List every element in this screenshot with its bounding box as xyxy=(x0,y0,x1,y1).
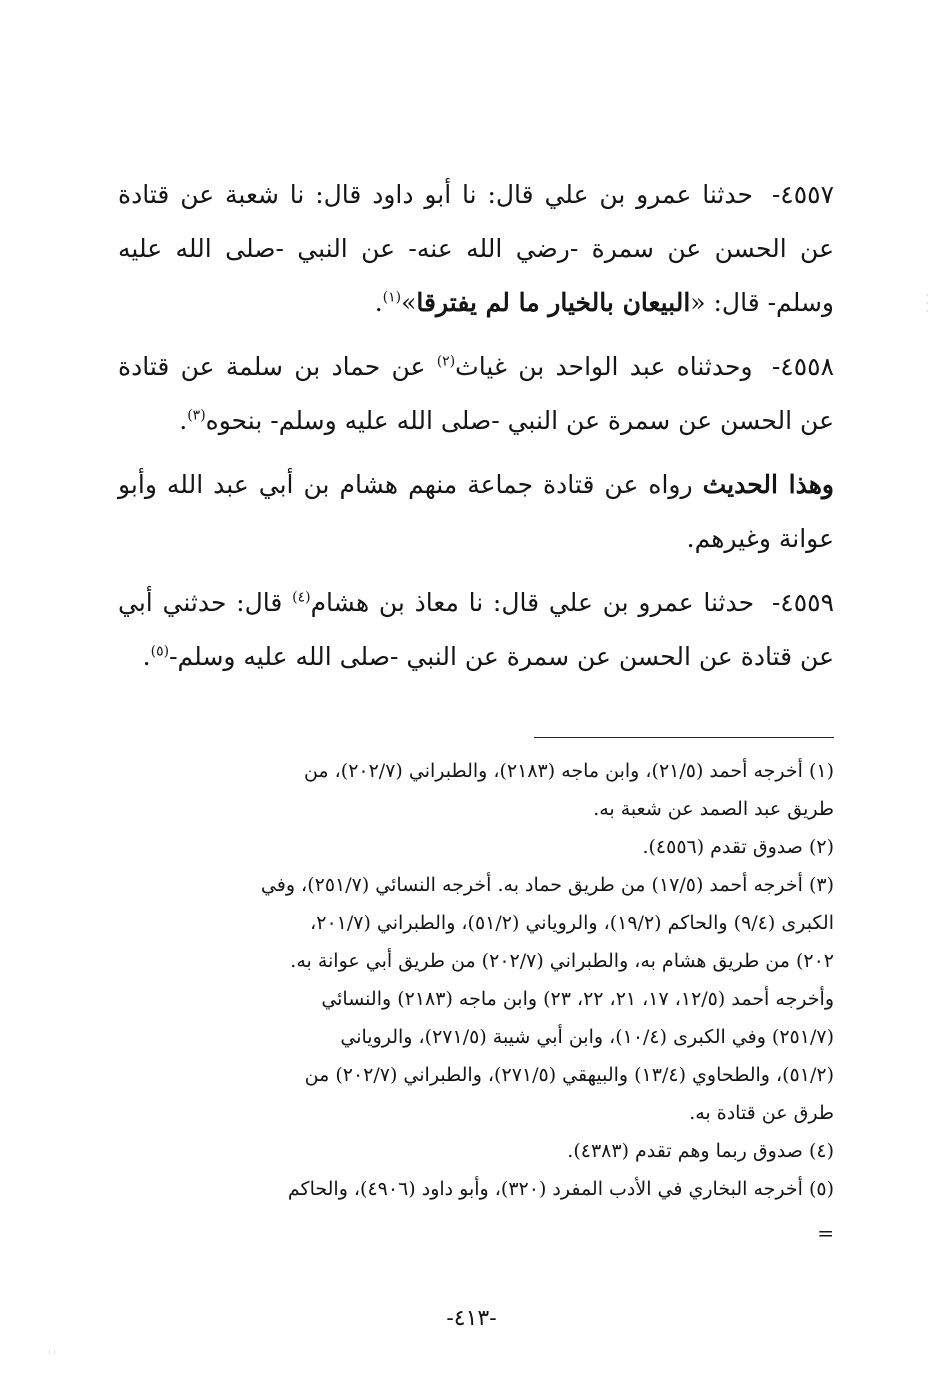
footnote-label: (٥) xyxy=(808,1178,834,1200)
footnote-ref[interactable]: (٣) xyxy=(187,407,206,424)
footnotes xyxy=(118,752,834,1252)
footnote-1 xyxy=(118,752,834,828)
footnote-line: طريق عبد الصمد عن شعبة به. xyxy=(593,798,834,820)
footnote-3 xyxy=(118,866,834,1132)
footnote-label: (١) xyxy=(808,760,834,782)
footnote-ref[interactable]: (١) xyxy=(382,289,402,306)
footnote-ref[interactable]: (٢) xyxy=(436,353,456,370)
footnote-line: (٢٥١/٧) وفي الكبرى (١٠/٤)، وابن أبي شيبة (٢٧١/٥)، والروياني xyxy=(340,1026,834,1048)
footnote-line: ٢٠٢) من طريق هشام به، والطبراني (٢٠٢/٧) من طريق أبي عوانة به. xyxy=(290,950,834,972)
hadith-text-cont: قال: حدثني أبي عن قتادة عن الحسن عن سمرة عن النبي -صلى الله عليه وسلم- xyxy=(118,588,834,671)
scan-speckles: · · · xyxy=(926,291,929,316)
hadith-4557 xyxy=(118,168,834,330)
hadith-number: ٤٥٥٧- xyxy=(771,180,834,209)
period: . xyxy=(374,288,383,317)
footnote-4 xyxy=(118,1132,834,1170)
hadith-text: حدثنا عمرو بن علي قال: نا معاذ بن هشام xyxy=(310,588,755,617)
footnote-line: الكبرى (٩/٤) والحاكم (١٩/٢)، والروياني (٥١/٢)، والطبراني (٢٠١/٧، xyxy=(310,912,834,934)
footnote-5 xyxy=(118,1170,834,1208)
hadith-text-cont: عن حماد بن سلمة عن قتادة عن الحسن عن سمرة عن النبي -صلى الله عليه وسلم- بنحوه xyxy=(118,352,834,435)
continuation-mark: = xyxy=(817,1221,834,1245)
footnote-line: أخرجه أحمد (١٧/٥) من طريق حماد به. أخرجه النسائي (٢٥١/٧)، وفي xyxy=(260,874,803,896)
footnote-label: (٣) xyxy=(808,874,834,896)
footnote-ref[interactable]: (٤) xyxy=(292,589,311,606)
footnote-2 xyxy=(118,828,834,866)
footnote-ref[interactable]: (٥) xyxy=(150,643,170,660)
commentary-text: رواه عن قتادة جماعة منهم هشام بن أبي عبد الله وأبو عوانة وغيرهم. xyxy=(118,470,834,553)
footnote-line: صدوق تقدم (٤٥٥٦). xyxy=(642,836,803,858)
commentary-lead: وهذا الحديث xyxy=(702,470,834,499)
footnote-divider xyxy=(534,737,834,738)
footnote-line: أخرجه أحمد (٢١/٥)، وابن ماجه (٢١٨٣)، والطبراني (٢٠٢/٧)، من xyxy=(303,760,803,782)
footnote-line: طرق عن قتادة به. xyxy=(689,1102,834,1124)
footnote-line: (٥١/٢)، والطحاوي (١٣/٤) والبيهقي (٢٧١/٥)، والطبراني (٢٠٢/٧) من xyxy=(304,1064,834,1086)
footnote-line: صدوق ربما وهم تقدم (٤٣٨٣). xyxy=(567,1140,803,1162)
period: . xyxy=(179,406,188,435)
hadith-number: ٤٥٥٨- xyxy=(771,352,835,381)
hadith-text: وحدثناه عبد الواحد بن غياث xyxy=(455,352,753,381)
main-text xyxy=(118,168,834,684)
hadith-4558 xyxy=(118,340,834,448)
hadith-text: حدثنا عمرو بن علي قال: نا أبو داود قال: نا شعبة عن قتادة عن الحسن عن سمرة -رضي الله عنه- عن النبي -صلى الله عليه وسلم- قال: « xyxy=(118,180,834,317)
footnote-label: (٢) xyxy=(808,836,834,858)
quote-close: » xyxy=(401,288,417,317)
scan-speckles: · · xyxy=(48,1348,56,1357)
hadith-matn: البيعان بالخيار ما لم يفترقا xyxy=(416,288,691,317)
period: . xyxy=(142,642,151,671)
hadith-number: ٤٥٥٩- xyxy=(771,588,835,617)
footnote-label: (٤) xyxy=(808,1140,834,1162)
hadith-4559 xyxy=(118,576,834,684)
commentary xyxy=(118,458,834,566)
footnote-line: وأخرجه أحمد (١٢/٥، ١٧، ٢١، ٢٢، ٢٣) وابن ماجه (٢١٨٣) والنسائي xyxy=(321,988,834,1010)
page-number: -٤١٣- xyxy=(446,1306,497,1331)
footnote-line: أخرجه البخاري في الأدب المفرد (٣٢٠)، وأبو داود (٤٩٠٦)، والحاكم xyxy=(287,1178,803,1200)
